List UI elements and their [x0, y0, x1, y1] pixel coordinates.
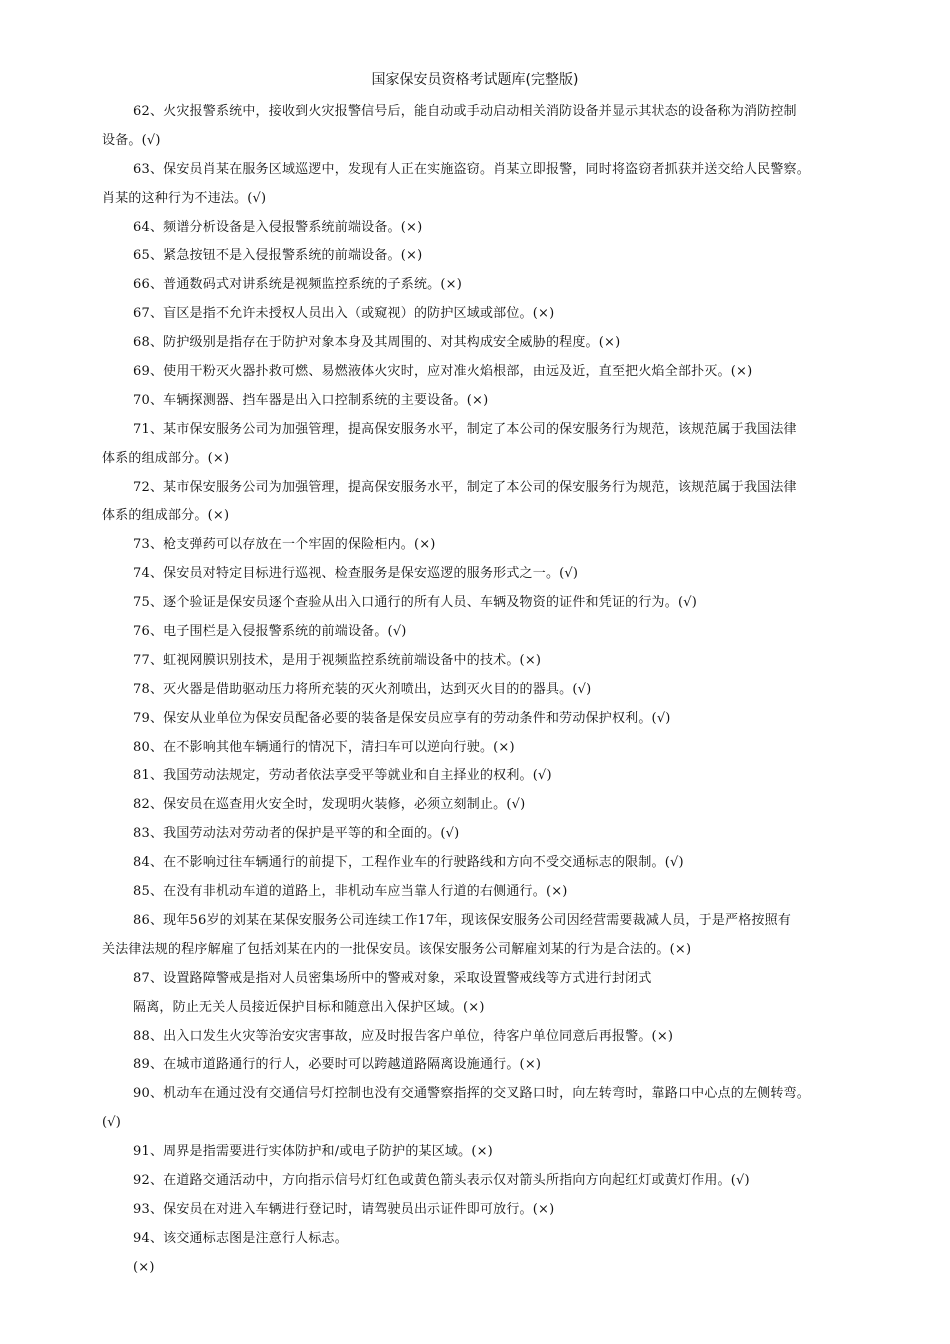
question-line: 76、电子围栏是入侵报警系统的前端设备。(√): [133, 624, 407, 640]
question-line: 91、周界是指需要进行实体防护和/或电子防护的某区域。(×): [133, 1144, 493, 1160]
question-line: 74、保安员对特定目标进行巡视、检查服务是保安巡逻的服务形式之一。(√): [133, 566, 579, 582]
question-line: 81、我国劳动法规定，劳动者依法享受平等就业和自主择业的权利。(√): [133, 768, 552, 784]
question-line: 88、出入口发生火灾等治安灾害事故，应及时报告客户单位，待客户单位同意后再报警。(×): [133, 1028, 674, 1044]
question-line: 肖某的这种行为不违法。(√): [102, 190, 267, 206]
question-line: 体系的组成部分。(×): [102, 450, 230, 466]
question-line: 75、逐个验证是保安员逐个查验从出入口通行的所有人员、车辆及物资的证件和凭证的行为。(√): [133, 595, 697, 611]
question-line: 65、紧急按钮不是入侵报警系统的前端设备。(×): [133, 248, 423, 264]
question-line: 66、普通数码式对讲系统是视频监控系统的子系统。(×): [133, 277, 462, 293]
question-line: 70、车辆探测器、挡车器是出入口控制系统的主要设备。(×): [133, 392, 489, 408]
question-line: 80、在不影响其他车辆通行的情况下，清扫车可以逆向行驶。(×): [133, 739, 515, 755]
question-line: 71、某市保安服务公司为加强管理，提高保安服务水平，制定了本公司的保安服务行为规范，该规范属于我国法律: [133, 421, 797, 437]
question-line: 79、保安从业单位为保安员配备必要的装备是保安员应享有的劳动条件和劳动保护权利。(√): [133, 710, 671, 726]
question-line: (×): [133, 1259, 155, 1275]
question-line: 78、灭火器是借助驱动压力将所充装的灭火剂喷出，达到灭火目的的器具。(√): [133, 681, 592, 697]
question-line: 87、设置路障警戒是指对人员密集场所中的警戒对象，采取设置警戒线等方式进行封闭式: [133, 970, 652, 986]
question-line: 94、该交通标志图是注意行人标志。: [133, 1230, 348, 1246]
question-line: 64、频谱分析设备是入侵报警系统前端设备。(×): [133, 219, 423, 235]
question-line: 隔离，防止无关人员接近保护目标和随意出入保护区域。(×): [133, 999, 485, 1015]
question-line: 86、现年56岁的刘某在某保安服务公司连续工作17年，现该保安服务公司因经营需要裁减人员，于是严格按照有: [133, 912, 792, 928]
question-line: 72、某市保安服务公司为加强管理，提高保安服务水平，制定了本公司的保安服务行为规范，该规范属于我国法律: [133, 479, 797, 495]
question-line: 82、保安员在巡查用火安全时，发现明火装修，必须立刻制止。(√): [133, 797, 526, 813]
question-line: 63、保安员肖某在服务区域巡逻中，发现有人正在实施盗窃。肖某立即报警，同时将盗窃者抓获并送交给人民警察。: [133, 161, 810, 177]
question-line: 83、我国劳动法对劳动者的保护是平等的和全面的。(√): [133, 826, 460, 842]
question-line: 69、使用干粉灭火器扑救可燃、易燃液体火灾时，应对准火焰根部，由远及近，直至把火焰全部扑灭。(×): [133, 364, 753, 380]
question-list: [102, 98, 862, 1283]
question-line: 84、在不影响过往车辆通行的前提下，工程作业车的行驶路线和方向不受交通标志的限制。(√): [133, 855, 684, 871]
question-line: 73、枪支弹药可以存放在一个牢固的保险柜内。(×): [133, 537, 436, 553]
question-line: 85、在没有非机动车道的道路上，非机动车应当靠人行道的右侧通行。(×): [133, 884, 568, 900]
question-line: 62、火灾报警系统中，接收到火灾报警信号后，能自动或手动启动相关消防设备并显示其状态的设备称为消防控制: [133, 104, 797, 119]
question-line: 89、在城市道路通行的行人，必要时可以跨越道路隔离设施通行。(×): [133, 1057, 542, 1073]
question-line: 体系的组成部分。(×): [102, 508, 230, 524]
question-line: 93、保安员在对进入车辆进行登记时，请驾驶员出示证件即可放行。(×): [133, 1201, 555, 1217]
question-line: 67、盲区是指不允许未授权人员出入（或窥视）的防护区域或部位。(×): [133, 306, 555, 322]
question-line: 设备。(√): [102, 132, 161, 148]
page-header-title: 国家保安员资格考试题库(完整版): [371, 72, 579, 88]
question-line: (√): [102, 1115, 122, 1131]
question-line: 关法律法规的程序解雇了包括刘某在内的一批保安员。该保安服务公司解雇刘某的行为是合法的。(×): [102, 941, 692, 957]
question-line: 90、机动车在通过没有交通信号灯控制也没有交通警察指挥的交叉路口时，向左转弯时，靠路口中心点的左侧转弯。: [133, 1086, 810, 1102]
question-line: 92、在道路交通活动中，方向指示信号灯红色或黄色箭头表示仅对箭头所指向方向起红灯或黄灯作用。(√): [133, 1172, 750, 1188]
question-line: 77、虹视网膜识别技术，是用于视频监控系统前端设备中的技术。(×): [133, 652, 542, 668]
question-line: 68、防护级别是指存在于防护对象本身及其周围的、对其构成安全威胁的程度。(×): [133, 335, 621, 351]
